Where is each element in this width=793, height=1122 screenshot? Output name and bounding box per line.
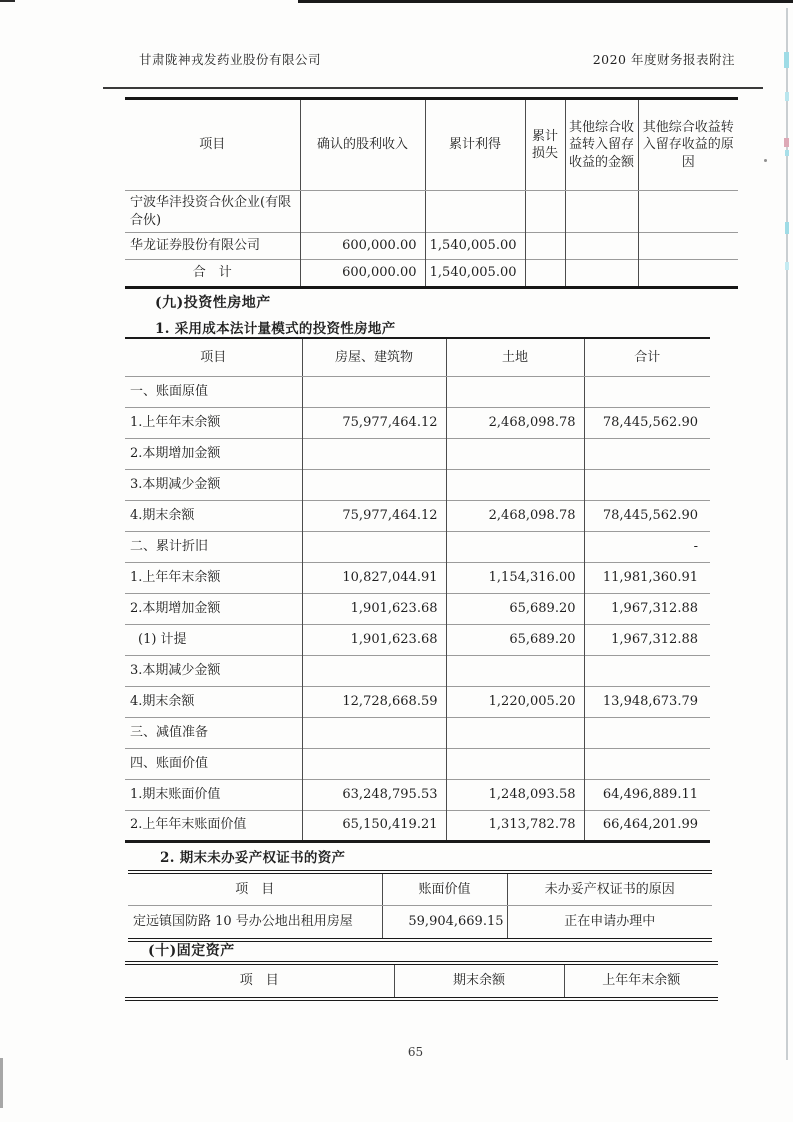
- section-10-title: (十)固定资产: [148, 943, 235, 959]
- land-cell: [446, 531, 584, 562]
- item-cell: 2.本期增加金额: [125, 593, 302, 624]
- item-cell: 2.上年年末账面价值: [125, 810, 302, 841]
- building-cell: 10,827,044.91: [302, 562, 446, 593]
- page-number: 65: [407, 1045, 424, 1059]
- building-cell: 12,728,668.59: [302, 686, 446, 717]
- land-cell: [446, 748, 584, 779]
- table-row: [125, 624, 710, 655]
- item-cell: 一、账面原值: [130, 383, 209, 399]
- item-cell: 3.本期减少金额: [125, 469, 302, 500]
- building-cell: [302, 748, 446, 779]
- transfer-reason-cell: [638, 233, 738, 260]
- total-cell: [584, 717, 710, 748]
- land-cell: 1,313,782.78: [446, 810, 584, 841]
- item-cell: 2.本期增加金额: [125, 438, 302, 469]
- scan-edge-mark: [298, 0, 793, 3]
- table-row: [125, 407, 710, 438]
- book-value-cell: 59,904,669.15: [382, 905, 507, 940]
- building-cell: 75,977,464.12: [302, 500, 446, 531]
- scan-edge-mark: [0, 1058, 3, 1108]
- col-item: 项目: [125, 99, 300, 191]
- loss-cell: [525, 233, 565, 260]
- transfer-amount-cell: [565, 260, 638, 288]
- col-land: 土地: [446, 338, 584, 376]
- company-name: 甘肃陇神戎发药业股份有限公司: [139, 52, 322, 67]
- dividend-cell: [300, 191, 425, 233]
- col-reason: 未办妥产权证书的原因: [507, 872, 712, 905]
- header-rule: [103, 87, 763, 89]
- col-closing-balance: 期末余额: [394, 963, 564, 999]
- col-item: 项目: [125, 338, 302, 376]
- col-item: 项 目: [128, 872, 382, 905]
- building-cell: 65,150,419.21: [302, 810, 446, 841]
- scan-speck: [764, 159, 767, 162]
- table-row: [125, 593, 710, 624]
- scan-color-mark: [784, 138, 789, 147]
- transfer-reason-cell: [638, 191, 738, 233]
- table-row: [128, 905, 712, 940]
- building-cell: [302, 717, 446, 748]
- building-cell: [302, 376, 446, 407]
- item-cell: 定远镇国防路 10 号办公地出租用房屋: [133, 914, 353, 930]
- gain-cell: 1,540,005.00: [425, 233, 525, 260]
- scan-color-mark: [785, 222, 789, 234]
- total-cell: [584, 469, 710, 500]
- total-cell: 11,981,360.91: [584, 562, 710, 593]
- land-cell: [446, 717, 584, 748]
- col-dividend: 确认的股利收入: [300, 99, 425, 191]
- building-cell: 75,977,464.12: [302, 407, 446, 438]
- total-cell: -: [584, 531, 710, 562]
- dividend-cell: 600,000.00: [300, 233, 425, 260]
- section-9-subsection-2: 2. 期末未办妥产权证书的资产: [160, 850, 346, 866]
- table-header-row: [125, 338, 710, 376]
- item-cell: 三、减值准备: [125, 717, 302, 748]
- scan-color-mark: [785, 262, 789, 270]
- dividend-oci-table: [125, 97, 738, 289]
- section-9-title: (九)投资性房地产: [155, 295, 271, 311]
- section-9-subsection-1: 1. 采用成本法计量模式的投资性房地产: [155, 321, 396, 337]
- total-cell: 1,967,312.88: [584, 593, 710, 624]
- land-cell: 65,689.20: [446, 593, 584, 624]
- land-cell: 1,248,093.58: [446, 779, 584, 810]
- total-cell: 13,948,673.79: [584, 686, 710, 717]
- reason-cell: 正在申请办理中: [507, 905, 712, 940]
- table-row: [125, 469, 710, 500]
- building-cell: [302, 531, 446, 562]
- table-row: [125, 717, 710, 748]
- land-cell: [446, 469, 584, 500]
- col-gain: 累计利得: [425, 99, 525, 191]
- certificate-pending-table: [128, 870, 712, 942]
- total-cell: [584, 376, 710, 407]
- total-cell: [584, 655, 710, 686]
- table-row: [125, 376, 710, 407]
- table-row: [125, 438, 710, 469]
- building-cell: [302, 469, 446, 500]
- gain-cell: 1,540,005.00: [425, 260, 525, 288]
- page-header: [139, 50, 735, 68]
- transfer-amount-cell: [565, 233, 638, 260]
- table-row: [125, 191, 738, 233]
- item-cell: 4.期末余额: [125, 500, 302, 531]
- scan-color-mark: [784, 52, 789, 68]
- total-row: [125, 260, 738, 288]
- transfer-reason-cell: [638, 260, 738, 288]
- table-header-row: [125, 963, 718, 999]
- item-cell: 二、累计折旧: [125, 531, 302, 562]
- total-cell: 1,967,312.88: [584, 624, 710, 655]
- building-cell: [302, 655, 446, 686]
- building-cell: [302, 438, 446, 469]
- land-cell: 2,468,098.78: [446, 407, 584, 438]
- table-header-row: [128, 872, 712, 905]
- land-cell: [446, 438, 584, 469]
- scan-page-edge: [786, 8, 788, 1060]
- item-cell: 1.上年年末余额: [125, 562, 302, 593]
- col-opening-balance: 上年年末余额: [564, 963, 718, 999]
- investment-property-table: [125, 337, 710, 843]
- gain-cell: [425, 191, 525, 233]
- report-title: 2020 年度财务报表附注: [592, 52, 735, 67]
- total-cell: 78,445,562.90: [584, 500, 710, 531]
- transfer-amount-cell: [565, 191, 638, 233]
- item-cell: 四、账面价值: [125, 748, 302, 779]
- scan-color-mark: [785, 150, 789, 156]
- table-row: [125, 233, 738, 260]
- land-cell: 1,220,005.20: [446, 686, 584, 717]
- table-row: [125, 779, 710, 810]
- item-cell: 1.期末账面价值: [125, 779, 302, 810]
- item-cell: 4.期末余额: [125, 686, 302, 717]
- col-loss: 累计损失: [525, 99, 565, 191]
- item-cell: 1.上年年末余额: [125, 407, 302, 438]
- fixed-assets-table: [125, 961, 718, 1001]
- total-cell: 66,464,201.99: [584, 810, 710, 841]
- col-book-value: 账面价值: [382, 872, 507, 905]
- building-cell: 63,248,795.53: [302, 779, 446, 810]
- total-cell: 64,496,889.11: [584, 779, 710, 810]
- item-cell: 华龙证券股份有限公司: [125, 233, 300, 260]
- table-row: [125, 531, 710, 562]
- land-cell: [446, 376, 584, 407]
- scan-color-mark: [785, 92, 789, 101]
- col-transfer-amount: 其他综合收益转入留存收益的金额: [565, 99, 638, 191]
- table-row: [125, 562, 710, 593]
- total-cell: 78,445,562.90: [584, 407, 710, 438]
- table-row: [125, 810, 710, 841]
- table-row: [125, 655, 710, 686]
- item-cell: (1) 计提: [125, 624, 302, 655]
- land-cell: 2,468,098.78: [446, 500, 584, 531]
- total-cell: [584, 748, 710, 779]
- col-item: 项 目: [239, 973, 279, 989]
- col-building: 房屋、建筑物: [302, 338, 446, 376]
- col-total: 合计: [584, 338, 710, 376]
- total-cell: [584, 438, 710, 469]
- col-transfer-reason: 其他综合收益转入留存收益的原因: [638, 99, 738, 191]
- land-cell: 1,154,316.00: [446, 562, 584, 593]
- item-cell: 宁波华沣投资合伙企业(有限合伙): [130, 195, 292, 228]
- land-cell: 65,689.20: [446, 624, 584, 655]
- item-cell: 合 计: [125, 260, 300, 288]
- table-row: [125, 686, 710, 717]
- table-row: [125, 748, 710, 779]
- building-cell: 1,901,623.68: [302, 624, 446, 655]
- table-row: [125, 500, 710, 531]
- table-header-row: [125, 99, 738, 191]
- land-cell: [446, 655, 584, 686]
- dividend-cell: 600,000.00: [300, 260, 425, 288]
- loss-cell: [525, 191, 565, 233]
- loss-cell: [525, 260, 565, 288]
- scan-edge-mark: [0, 0, 15, 2]
- building-cell: 1,901,623.68: [302, 593, 446, 624]
- item-cell: 3.本期减少金额: [125, 655, 302, 686]
